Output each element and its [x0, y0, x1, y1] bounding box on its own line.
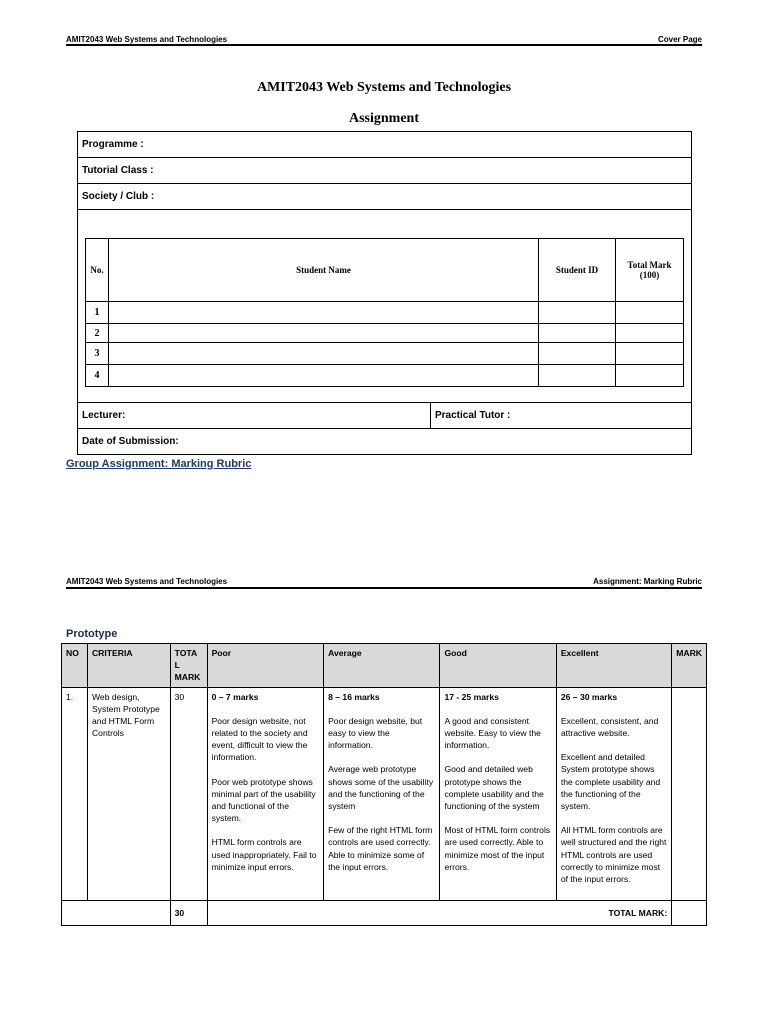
student-row-number: 3 — [86, 343, 109, 365]
rubric-footer-blank — [62, 901, 171, 926]
student-mark-cell[interactable] — [616, 343, 684, 365]
rubric-row-total: 30 — [170, 687, 207, 901]
rubric-mark-input-cell[interactable] — [672, 687, 707, 901]
average-desc-2: Average web prototype shows some of the usability and the functioning of the system — [328, 764, 434, 812]
good-desc-2: Good and detailed web prototype shows the complete usability and the functioning of the system — [444, 764, 544, 812]
page2-header-rule — [66, 587, 702, 589]
excellent-desc-3: All HTML form controls are well structured and the right HTML controls are used correctly to minimize most of the input errors. — [560, 825, 667, 885]
excellent-desc-1: Excellent, consistent, and attractive website. — [560, 715, 659, 739]
marking-rubric-link[interactable]: Group Assignment: Marking Rubric — [66, 458, 252, 470]
rubric-header-criteria: CRITERIA — [87, 644, 170, 688]
rubric-average-cell — [324, 687, 440, 901]
student-id-cell[interactable] — [539, 343, 616, 365]
total-mark-max: (100) — [639, 270, 660, 280]
student-row-number: 2 — [86, 324, 109, 343]
good-desc-3: Most of HTML form controls are used correctly. Able to minimize most of the input errors. — [444, 825, 551, 872]
rubric-excellent-cell — [556, 687, 671, 901]
rubric-poor-cell — [207, 687, 324, 901]
page1-header-right: Cover Page — [657, 35, 702, 44]
total-mark-input-cell[interactable] — [672, 901, 707, 926]
average-desc-1: Poor design website, but easy to view the information. — [328, 715, 423, 751]
average-range: 8 – 16 marks — [328, 691, 380, 702]
rubric-header-average: Average — [324, 644, 440, 688]
society-club-field: Society / Club : — [78, 184, 692, 210]
poor-range: 0 – 7 marks — [211, 691, 259, 702]
student-row-number: 4 — [86, 365, 109, 387]
page1-header-left: AMIT2043 Web Systems and Technologies — [66, 35, 228, 44]
student-name-cell[interactable] — [109, 302, 539, 324]
student-mark-cell[interactable] — [616, 302, 684, 324]
page1-header-rule — [66, 44, 702, 46]
rubric-header-total-3: MARK — [174, 672, 201, 683]
rubric-good-cell — [440, 687, 556, 901]
rubric-header-total-mark — [170, 644, 207, 688]
student-table — [85, 238, 684, 387]
section-title: Prototype — [66, 628, 118, 640]
rubric-row-no: 1. — [62, 687, 88, 901]
student-name-cell[interactable] — [109, 343, 539, 365]
student-id-cell[interactable] — [539, 302, 616, 324]
rubric-row-criteria: Web design, System Prototype and HTML Form Controls — [87, 687, 170, 901]
student-id-cell[interactable] — [539, 324, 616, 343]
good-range: 17 - 25 marks — [444, 691, 499, 702]
poor-desc-3: HTML form controls are used inappropriately. Fail to minimize input errors. — [211, 837, 317, 872]
rubric-header-good: Good — [440, 644, 556, 688]
lecturer-field: Lecturer: — [78, 403, 431, 429]
document-subtitle: Assignment — [348, 111, 419, 126]
rubric-header-mark: MARK — [672, 644, 707, 688]
excellent-desc-2: Excellent and detailed System prototype shows the complete usability and the functioning of the system. — [560, 752, 661, 812]
rubric-footer-total: 30 — [170, 901, 207, 926]
col-student-name-header: Student Name — [109, 239, 539, 302]
tutorial-class-field: Tutorial Class : — [78, 158, 692, 184]
average-desc-3: Few of the right HTML form controls are used correctly. Able to minimize some of the input errors. — [328, 825, 433, 872]
col-no-header: No. — [86, 239, 109, 302]
rubric-header-total-1: TOTA — [174, 648, 198, 658]
student-row-number: 1 — [86, 302, 109, 324]
col-total-mark-header — [616, 239, 684, 302]
rubric-header-total-2: L — [174, 660, 180, 671]
student-id-cell[interactable] — [539, 365, 616, 387]
rubric-header-excellent: Excellent — [556, 644, 671, 688]
student-mark-cell[interactable] — [616, 365, 684, 387]
student-mark-cell[interactable] — [616, 324, 684, 343]
date-submission-field: Date of Submission: — [78, 429, 692, 455]
page2-header-right: Assignment: Marking Rubric — [593, 577, 702, 586]
document-title: AMIT2043 Web Systems and Technologies — [256, 80, 512, 95]
total-mark-label: TOTAL MARK: — [207, 901, 672, 926]
poor-desc-1: Poor design website, not related to the society and event, difficult to view the information. — [211, 715, 308, 763]
page2-header-left: AMIT2043 Web Systems and Technologies — [66, 577, 228, 586]
col-student-id-header: Student ID — [539, 239, 616, 302]
good-desc-1: A good and consistent website. Easy to view the information. — [444, 715, 541, 751]
total-mark-label: Total Mark — [627, 260, 672, 270]
rubric-header-poor: Poor — [207, 644, 324, 688]
rubric-table — [61, 643, 707, 926]
student-name-cell[interactable] — [109, 324, 539, 343]
programme-field: Programme : — [78, 132, 692, 158]
poor-desc-2: Poor web prototype shows minimal part of the usability and functional of the system. — [211, 776, 316, 824]
rubric-header-no: NO — [62, 644, 88, 688]
practical-tutor-field: Practical Tutor : — [431, 403, 692, 429]
excellent-range: 26 – 30 marks — [560, 691, 618, 702]
student-name-cell[interactable] — [109, 365, 539, 387]
